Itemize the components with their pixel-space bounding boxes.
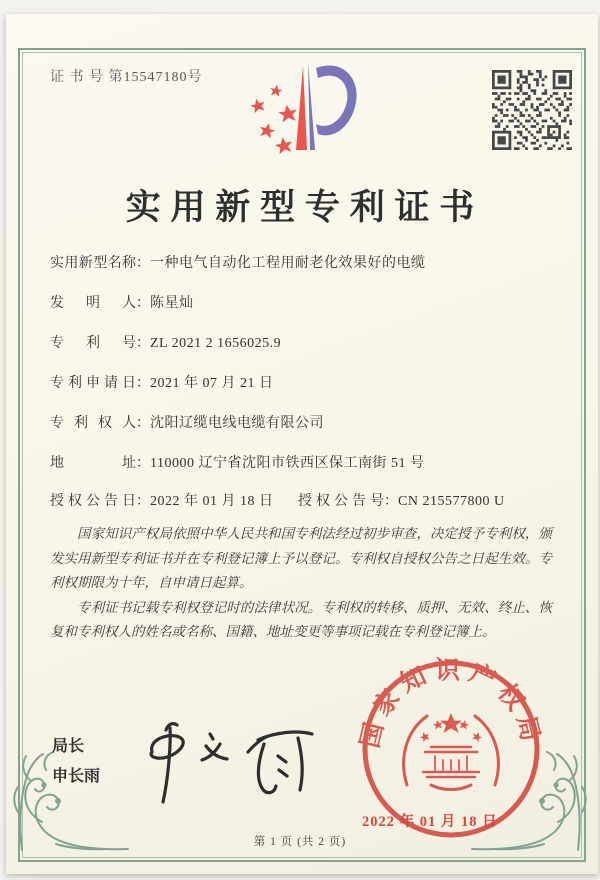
- field-utility-model-name: [50, 252, 426, 272]
- field-value: 沈阳辽缆电线电缆有限公司: [150, 416, 324, 431]
- legal-paragraph-register: 专利证书记载专利权登记时的法律状况。专利权的转移、质押、无效、终止、恢复和专利权人的姓名或名称、国籍、地址变更等事项记载在专利登记簿上。: [50, 599, 552, 640]
- label-colon: ：: [136, 256, 150, 271]
- certificate-number: 证 书 号 第15547180号: [50, 70, 203, 85]
- label-colon: ：: [136, 416, 150, 431]
- certificate-title: 实用新型专利证书: [125, 188, 485, 227]
- field-label: 专利申请日: [50, 376, 136, 391]
- field-patent-number: [50, 332, 281, 352]
- label-colon: ：: [136, 494, 150, 509]
- field-patentee: [50, 412, 324, 432]
- field-value: ZL 2021 2 1656025.9: [150, 336, 282, 351]
- legal-paragraphs: [50, 522, 552, 645]
- seal-date: 2022 年 01 月 18 日: [362, 814, 498, 830]
- label-colon: ：: [384, 494, 398, 509]
- legal-paragraph-grant: 国家知识产权局依照中华人民共和国专利法经过初步审查，决定授予专利权，颁发实用新型专利证书并在专利登记簿上予以登记。专利权自授权公告之日起生效。专利权期限为十年，自申请日起算。: [50, 526, 552, 591]
- cnipa-logo-icon: [236, 54, 364, 160]
- field-label: 专利权人: [50, 416, 136, 431]
- field-value: 陈星灿: [150, 296, 194, 311]
- field-grant-date: [50, 490, 274, 510]
- signer-title: 局长: [52, 738, 85, 755]
- field-label: 发明人: [50, 296, 136, 311]
- field-label: 地址: [50, 456, 136, 471]
- field-address: [50, 452, 424, 472]
- signer-block: [52, 732, 100, 793]
- signer-name: 申长雨: [52, 768, 101, 786]
- field-label: 实用新型名称: [50, 256, 136, 271]
- seal-arc-text: 国家知识产权局: [356, 657, 546, 751]
- field-value: CN 215577800 U: [398, 494, 505, 509]
- label-colon: ：: [136, 376, 150, 391]
- signature-image: [130, 710, 340, 810]
- field-value: 一种电气自动化工程用耐老化效果好的电缆: [150, 256, 426, 271]
- qr-code-icon: [492, 70, 572, 150]
- svg-text:国家知识产权局: [356, 656, 546, 750]
- field-grant-number: [298, 490, 505, 510]
- field-label: 授权公告日: [50, 494, 136, 509]
- label-colon: ：: [136, 336, 150, 351]
- field-value: 2022 年 01 月 18 日: [150, 494, 274, 509]
- field-value: 110000 辽宁省沈阳市铁西区保工南街 51 号: [150, 456, 425, 471]
- label-colon: ：: [136, 296, 150, 311]
- field-filing-date: [50, 372, 274, 392]
- field-label: 授权公告号: [298, 494, 384, 509]
- field-inventor: [50, 292, 194, 312]
- national-emblem-icon: [404, 713, 499, 790]
- field-label: 专利号: [50, 336, 136, 351]
- label-colon: ：: [136, 456, 150, 471]
- field-value: 2021 年 07 月 21 日: [150, 376, 274, 391]
- page-number: 第 1 页 (共 2 页): [253, 836, 347, 848]
